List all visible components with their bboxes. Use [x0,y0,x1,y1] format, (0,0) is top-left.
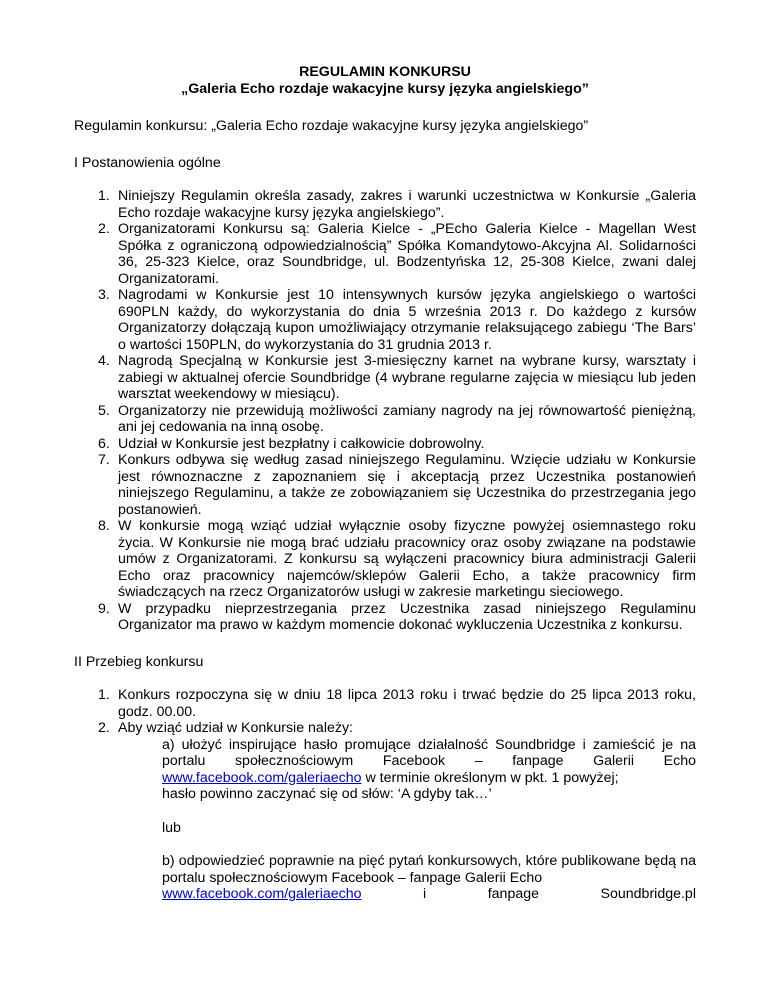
intro-paragraph: Regulamin konkursu: „Galeria Echo rozdaje wakacyjne kursy języka angielskiego” [74,118,589,134]
soundbridge-site-text: Soundbridge.pl [600,886,696,902]
participation-options [118,737,696,903]
list-item: 8. W konkursie mogą wziąć udział wyłącznie osoby fizyczne powyżej osiemnastego roku życia. W Konkursie nie mogą brać udziału pracownicy oraz osoby związane na podstawie umów z Organizatorami. Z konkursu są wyłączeni pracownicy biura administracji Galerii Echo oraz pracownicy najemców/sklepów Galerii Echo, a także pracownicy firm świadczących na rzecz Organizatorów usługi w zakresie marketingu sieciowego. [98,518,696,600]
section-2-heading: II Przebieg konkursu [74,653,204,670]
list-item: 3. Nagrodami w Konkursie jest 10 intensywnych kursów języka angielskiego o wartości 690PLN każdy, do wykorzystania do dnia 5 września 2013 r. Do każdego z kursów Organizatorzy dołączają kupon umożliwiający otrzymanie relaksującego zabiegu ‘The Bars’ o wartości 150PLN, do wykorzystania do 31 grudnia 2013 r. [98,287,696,353]
list-item: 2. Organizatorami Konkursu są: Galeria Kielce - „PEcho Galeria Kielce - Magellan West Spółka z ograniczoną odpowiedzialnością” Spółka Komandytowo-Akcyjna Al. Solidarności 36, 25-323 Kielce, oraz Soundbridge, ul. Bodzentyńska 12, 25-308 Kielce, zwani dalej Organizatorami. [98,221,696,287]
option-b: b) odpowiedzieć poprawnie na pięć pytań konkursowych, które publikowane będą na portalu społecznościowym Facebook – fanpage Galerii Echo [162,853,696,886]
list-item: 7. Konkurs odbywa się według zasad niniejszego Regulaminu. Wzięcie udziału w Konkursie jest równoznaczne z zapoznaniem się i akceptacją przez Uczestnika postanowień niniejszego Regulaminu, a także ze zobowiązaniem się Uczestnika do przestrzegania jego postanowień. [98,452,696,518]
title-line-1: REGULAMIN KONKURSU [299,64,471,80]
list-item: 1. Konkurs rozpoczyna się w dniu 18 lipca 2013 roku i trwać będzie do 25 lipca 2013 roku, godz. 00.00. [98,687,696,720]
title-line-2: „Galeria Echo rozdaje wakacyjne kursy języka angielskiego” [181,80,589,97]
list-item: 5. Organizatorzy nie przewidują możliwości zamiany nagrody na jej równowartość pieniężną, ani jej cedowania na inną osobę. [98,402,696,435]
list-item: 2. Aby wziąć udział w Konkursie należy: a) ułożyć inspirujące hasło promujące działalność Soundbridge i zamieścić je na portalu społecznościowym Facebook – fanpage Galerii Echo www.facebook.com/galeriaecho w terminie określonym w pkt. 1 powyżej; hasło powinno zaczynać się od słów: ‘A gdyby tak…’ lub b) odpowiedzieć poprawnie na pięć pytań konkursowych, które publikowane będą na portalu społecznościowym Facebook – fanpage Galerii Echo www.facebook.com/galeriaecho i fanpage Soundbridge.pl [98,720,696,902]
facebook-galeriaecho-link[interactable]: www.facebook.com/galeriaecho [162,769,362,786]
list-item: 4. Nagrodą Specjalną w Konkursie jest 3-miesięczny karnet na wybrane kursy, warsztaty i zabiegi w aktualnej ofercie Soundbridge (4 wybrane regularne zajęcia w miesiącu lub jeden warsztat weekendowy w miesiącu). [98,353,696,402]
section-2-list [74,687,696,903]
section-1-heading: I Postanowienia ogólne [74,154,221,171]
section-1-list [74,188,696,634]
list-item: 1. Niniejszy Regulamin określa zasady, zakres i warunki uczestnictwa w Konkursie „Galeria Echo rozdaje wakacyjne kursy języka angielskiego”. [98,188,696,221]
or-label: lub [162,819,181,836]
document-title [74,64,696,97]
list-item: 9. W przypadku nieprzestrzegania przez Uczestnika zasad niniejszego Regulaminu Organizator ma prawo w każdym momencie dokonać wykluczenia Uczestnika z konkursu. [98,600,696,633]
option-a-slogan-rule: hasło powinno zaczynać się od słów: ‘A gdyby tak…’ [162,786,492,802]
option-b-links-line: www.facebook.com/galeriaecho i fanpage Soundbridge.pl [162,886,696,902]
option-a: a) ułożyć inspirujące hasło promujące działalność Soundbridge i zamieścić je na portalu społecznościowym Facebook – fanpage Galerii Echo www.facebook.com/galeriaecho w terminie określonym w pkt. 1 powyżej; hasło powinno zaczynać się od słów: ‘A gdyby tak…’ [162,736,696,802]
facebook-galeriaecho-link[interactable]: www.facebook.com/galeriaecho [162,886,362,902]
list-item: 6. Udział w Konkursie jest bezpłatny i całkowicie dobrowolny. [98,435,485,452]
